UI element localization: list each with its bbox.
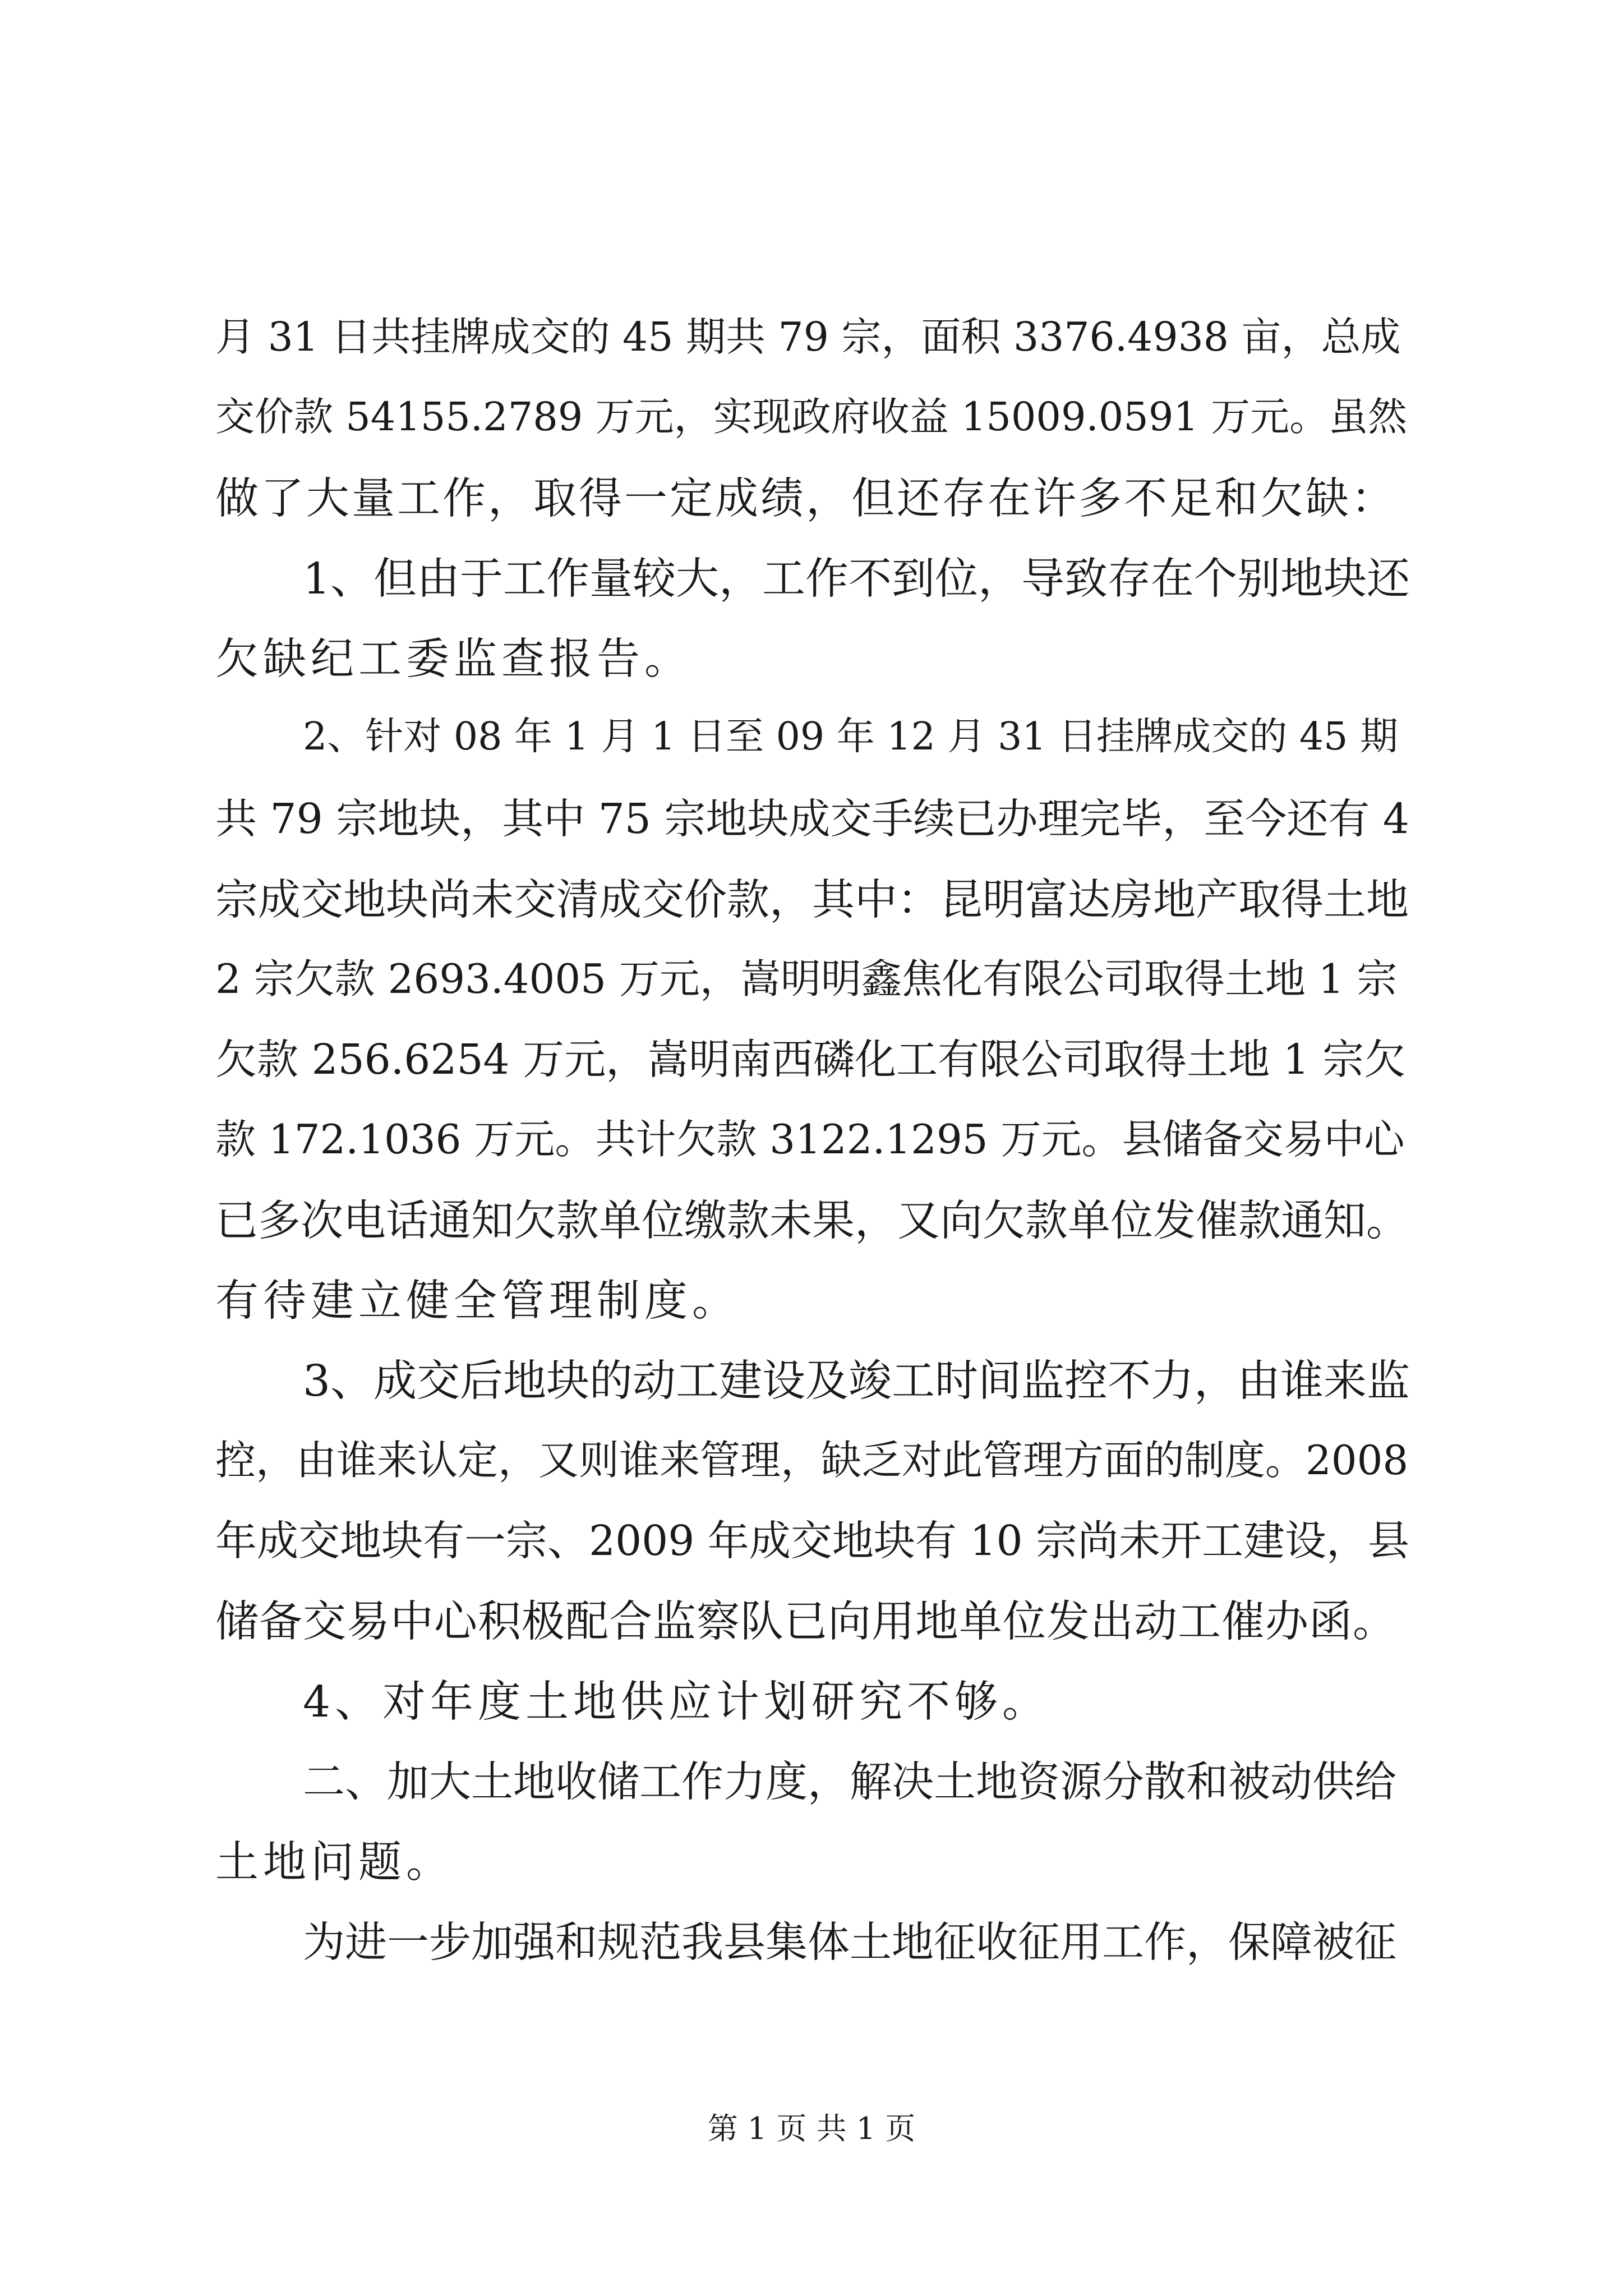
text-line: 3、成交后地块的动工建设及竣工时间监控不力，由谁来监 (303, 1356, 1410, 1406)
text-line: 控，由谁来认定，又则谁来管理，缺乏对此管理方面的制度。2008 (215, 1437, 1409, 1484)
text-line: 做了大量工作，取得一定成绩，但还存在许多不足和欠缺： (215, 474, 1396, 524)
text-line: 有待建立健全管理制度。 (215, 1276, 740, 1326)
text-line: 月 31 日共挂牌成交的 45 期共 79 宗，面积 3376.4938 亩，总成 (215, 314, 1401, 360)
text-line: 已多次电话通知欠款单位缴款未果，又向欠款单位发催款通知。 (215, 1195, 1409, 1245)
page-footer: 第 1 页 共 1 页 (707, 2111, 916, 2146)
text-line: 欠款 256.6254 万元，嵩明南西磷化工有限公司取得土地 1 宗欠 (215, 1036, 1406, 1084)
text-line: 1、但由于工作量较大，工作不到位，导致存在个别地块还 (303, 554, 1410, 604)
text-line: 年成交地块有一宗、2009 年成交地块有 10 宗尚未开工建设，县 (215, 1517, 1410, 1565)
text-line: 交价款 54155.2789 万元，实现政府收益 15009.0591 万元。虽然 (215, 394, 1408, 440)
text-line: 欠缺纪工委监查报告。 (215, 634, 692, 684)
text-line: 2 宗欠款 2693.4005 万元，嵩明明鑫焦化有限公司取得土地 1 宗 (215, 955, 1398, 1002)
text-line: 二、加大土地收储工作力度，解决土地资源分散和被动供给 (303, 1757, 1397, 1806)
text-line: 为进一步加强和规范我县集体土地征收征用工作，保障被征 (303, 1917, 1397, 1967)
text-line: 2、针对 08 年 1 月 1 日至 09 年 12 月 31 日挂牌成交的 45 期 (303, 715, 1399, 759)
text-line: 共 79 宗地块，其中 75 宗地块成交手续已办理完毕，至今还有 4 (215, 795, 1410, 843)
text-line: 款 172.1036 万元。共计欠款 3122.1295 万元。县储备交易中心 (215, 1116, 1405, 1163)
text-line: 宗成交地块尚未交清成交价款，其中：昆明富达房地产取得土地 (215, 875, 1409, 924)
text-line: 4、对年度土地供应计划研究不够。 (303, 1677, 1050, 1727)
text-line: 土地问题。 (215, 1838, 454, 1888)
text-line: 储备交易中心积极配合监察队已向用地单位发出动工催办函。 (215, 1597, 1396, 1647)
